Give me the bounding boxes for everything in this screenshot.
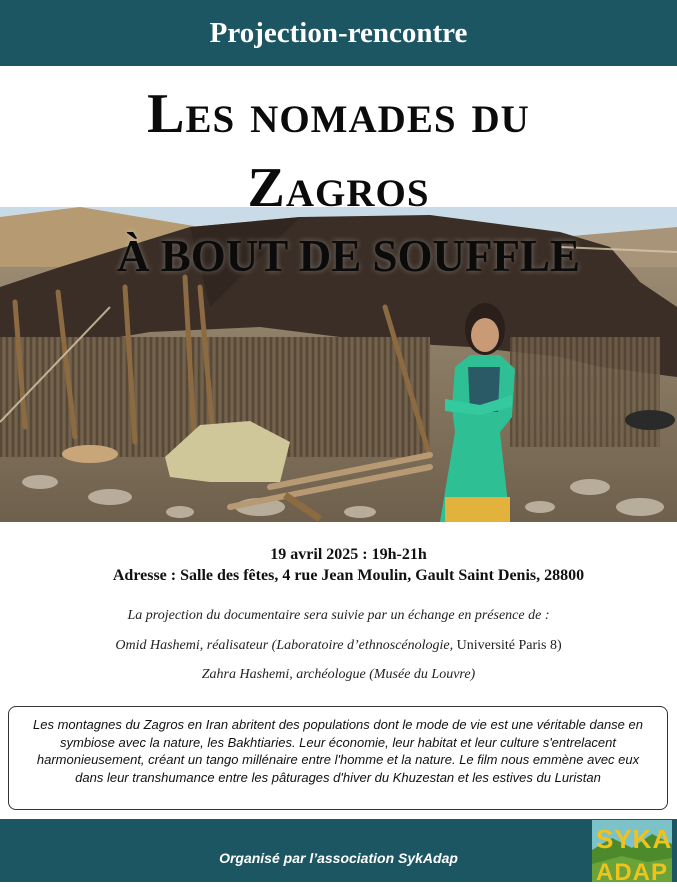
speaker-omid-role: Omid Hashemi, réalisateur (Laboratoire d’ethnoscénologie, bbox=[115, 638, 454, 653]
discussion-intro: La projection du documentaire sera suivie par un échange en présence de : bbox=[127, 608, 550, 623]
title-line-1 bbox=[0, 82, 677, 146]
title-line-2-text: Zagros bbox=[247, 157, 430, 219]
header-band bbox=[0, 0, 677, 66]
speaker-omid bbox=[0, 638, 677, 654]
subtitle: À BOUT DE SOUFFLE bbox=[116, 231, 580, 281]
speaker-omid-affiliation: Université Paris 8) bbox=[456, 638, 562, 653]
header-label: Projection-rencontre bbox=[209, 16, 468, 49]
title-line-2 bbox=[0, 156, 677, 220]
speaker-zahra: Zahra Hashemi, archéologue (Musée du Louvre) bbox=[201, 667, 476, 682]
sykadap-logo bbox=[592, 820, 672, 882]
organizer-credit: Organisé par l’association SykAdap bbox=[219, 850, 458, 866]
title-line-1-text: Les nomades du bbox=[147, 83, 530, 145]
event-date: 19 avril 2025 : 19h-21h bbox=[270, 546, 427, 563]
event-address: Adresse : Salle des fêtes, 4 rue Jean Moulin, Gault Saint Denis, 28800 bbox=[112, 567, 585, 584]
logo-text-bottom: ADAP bbox=[596, 859, 669, 882]
description-text: Les montagnes du Zagros en Iran abritent des populations dont le mode de vie est une véritable danse en symbiose avec la nature, les Bakhtiaries. Leur économie, leur habitat et leur culture s'entrelacent harmonieusement, créant un tango millénaire entre l'homme et la nature. Le film nous emmène avec eux dans leur transhumance entre les pâturages d'hiver du Khuzestan et les estives du Luristan bbox=[33, 717, 643, 785]
logo-text-top: SYKA bbox=[596, 824, 672, 854]
footer-band bbox=[0, 819, 677, 882]
description-box bbox=[8, 706, 668, 810]
